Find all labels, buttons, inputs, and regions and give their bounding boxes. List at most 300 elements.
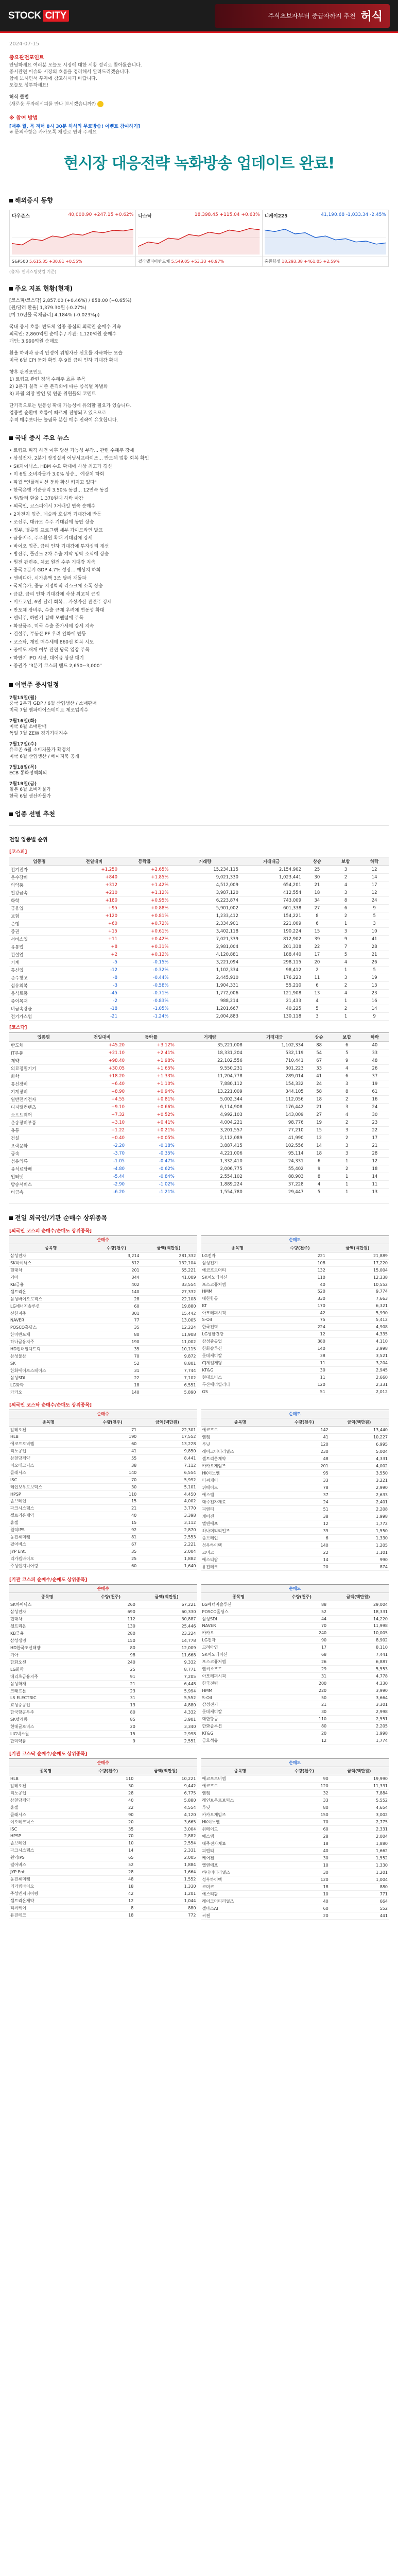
table-row[interactable] [9,1563,197,1570]
table-cell: 10,115 [141,1346,197,1353]
table-row[interactable] [9,1165,389,1173]
table-cell: 6 [303,920,332,927]
table-row[interactable] [9,1338,197,1346]
table-row[interactable] [201,1891,389,1898]
summary-line: 외국인: 2,860억원 순매수 / 기관: 1,120억원 순매수 [9,331,117,337]
table-row[interactable] [201,1541,389,1549]
table-cell: 4 [332,881,360,889]
table-row[interactable] [9,881,389,889]
table-row[interactable] [9,1534,197,1541]
table-row[interactable] [9,1541,197,1548]
table-row[interactable] [9,1126,389,1134]
table-row[interactable] [9,1861,197,1869]
table-cell: 4,778 [327,1673,389,1680]
column-header: 금액(백만원) [330,1767,389,1775]
table-row[interactable] [9,1310,197,1317]
table-row[interactable] [9,1897,197,1904]
table-row[interactable] [9,1498,197,1505]
table-row[interactable] [9,1608,197,1615]
stock-name: HK이노엔 [201,1469,280,1477]
table-row[interactable] [201,1775,389,1783]
table-cell: 140 [279,1541,329,1549]
table-row[interactable] [201,1534,389,1541]
table-row[interactable] [201,1281,389,1288]
table-row[interactable] [201,1622,389,1630]
table-cell: 2 [332,981,360,989]
table-row[interactable] [9,1088,389,1095]
table-row[interactable] [9,997,389,1005]
news-item[interactable]: • 2차전지 업종, 테슬라 호실적 기대감에 반등 [9,512,101,517]
table-row[interactable] [9,1331,197,1338]
table-row[interactable] [9,1673,197,1680]
table-row[interactable] [9,1716,197,1723]
table-cell: 14 [305,1142,333,1149]
column-header: 종목명 [201,1592,276,1601]
table-row[interactable] [9,1064,389,1072]
table-cell: +6.40 [78,1080,126,1088]
table-row[interactable] [201,1549,389,1556]
table-row[interactable] [201,1630,389,1637]
table-row[interactable] [9,981,389,989]
table-cell: 2,005 [134,1854,197,1861]
table-row[interactable] [201,1316,389,1324]
table-row[interactable] [9,1811,197,1818]
table-row[interactable] [201,1360,389,1367]
market-card[interactable] [10,210,136,257]
news-item[interactable]: • 국제유가, 중동 지정학적 리스크에 소폭 상승 [9,584,103,589]
table-row[interactable] [9,1324,197,1331]
table-row[interactable] [201,1455,389,1462]
table-row[interactable] [9,1731,197,1738]
news-item[interactable]: • 한국은행 기준금리 3.50% 동결... 12연속 동결 [9,488,109,493]
news-item[interactable]: • 바이오 업종, 금리 인하 기대감에 투자심리 개선 [9,544,109,549]
table-row[interactable] [9,1847,197,1854]
table-cell: 1,664 [134,1869,197,1876]
table-row[interactable] [201,1855,389,1862]
table-cell: +2.41% [126,1049,176,1057]
table-cell: 60 [279,1826,329,1833]
table-row[interactable] [9,1854,197,1861]
table-row[interactable] [9,1149,389,1157]
table-row[interactable] [9,1173,389,1180]
news-item[interactable]: • 미 6월 소비자물가 3.0% 상승... 예상치 하회 [9,472,105,477]
table-row[interactable] [201,1338,389,1345]
table-row[interactable] [201,1811,389,1819]
table-row[interactable] [9,1548,197,1555]
table-row[interactable] [201,1556,389,1563]
table-row[interactable] [9,1111,389,1118]
table-cell: 95 [279,1469,329,1477]
table-cell: 11 [273,1360,326,1367]
table-row[interactable] [9,1869,197,1876]
table-cell: 18 [279,1884,329,1891]
table-cell: 2,334,901 [170,920,240,927]
table-cell: 60 [279,1905,329,1912]
table-row[interactable] [201,1527,389,1534]
table-row[interactable] [201,1331,389,1338]
table-cell: 38 [279,1513,329,1520]
table-row[interactable] [201,1694,389,1701]
table-row[interactable] [201,1658,389,1666]
table-row[interactable] [9,912,389,920]
table-row[interactable] [9,904,389,912]
table-row[interactable] [9,1738,197,1745]
table-row[interactable] [9,1789,197,1797]
table-row[interactable] [201,1302,389,1310]
table-row[interactable] [9,896,389,904]
table-cell: 3 [332,927,360,935]
table-row[interactable] [9,1259,197,1266]
table-row[interactable] [201,1367,389,1374]
table-row[interactable] [201,1274,389,1281]
table-row[interactable] [9,1188,389,1196]
table-row[interactable] [9,1353,197,1360]
market-card[interactable] [263,210,388,257]
table-row[interactable] [201,1477,389,1484]
stock-name: KT [201,1302,274,1310]
table-cell: +0.72% [119,920,170,927]
news-item[interactable]: • 비트코인, 6만 달러 회복... 가상자산 관련주 강세 [9,600,112,605]
table-row[interactable] [201,1440,389,1448]
news-item[interactable]: • 금값, 금리 인하 기대감에 사상 최고치 근접 [9,591,100,597]
table-row[interactable] [201,1259,389,1266]
spacer [9,398,389,403]
table-cell: 2,554,102 [176,1173,244,1180]
table-row[interactable] [9,889,389,896]
table-cell: 13,221,009 [176,1088,244,1095]
table-row[interactable] [201,1797,389,1804]
table-cell: 3 [332,974,360,981]
table-row[interactable] [9,1281,197,1288]
table-row[interactable] [9,1709,197,1716]
table-cell: 601,338 [240,904,303,912]
table-row[interactable] [201,1840,389,1848]
news-item[interactable]: • 외국인, 코스피에서 7거래일 연속 순매수 [9,504,96,509]
table-row[interactable] [9,1180,389,1188]
table-row[interactable] [9,1883,197,1890]
table-row[interactable] [201,1252,389,1259]
table-row[interactable] [9,958,389,966]
table-cell: 24 [279,1498,329,1505]
table-cell: 5 [303,1005,332,1012]
news-item[interactable]: • 엔비디아, 시가총액 3조 달러 재돌파 [9,575,86,581]
news-item[interactable]: • 원/달러 환율 1,370원대 하락 마감 [9,496,84,501]
table-row[interactable] [9,1483,197,1490]
table-row[interactable] [9,1381,197,1388]
column-header: 업종명 [9,1032,78,1041]
table-row[interactable] [9,1644,197,1651]
stock-name: 원익IPS [9,1854,82,1861]
table-row[interactable] [201,1484,389,1491]
table-cell: 4,330 [327,1680,389,1687]
table-row[interactable] [201,1644,389,1651]
table-row[interactable] [201,1288,389,1295]
stock-name: 리노공업 [9,1448,88,1455]
table-row[interactable] [201,1673,389,1680]
table-row[interactable] [201,1898,389,1905]
table-row[interactable] [9,873,389,881]
table-row[interactable] [9,1469,197,1477]
table-row[interactable] [9,1687,197,1694]
table-row[interactable] [201,1615,389,1622]
event-link[interactable]: [매주 월, 목 저녁 8시 30분 허식의 무료방송! 이벤트 참여하기] [9,124,141,129]
table-row[interactable] [9,1367,197,1374]
table-row[interactable] [9,1455,197,1462]
site-logo[interactable] [8,10,69,22]
table-row[interactable] [9,1346,197,1353]
market-summary-cell [263,257,388,266]
table-row[interactable] [9,1134,389,1142]
table-row[interactable] [9,951,389,958]
sector-name: 철강금속 [9,889,70,896]
table-cell: 110 [82,1775,134,1783]
table-cell: 1 [333,1188,361,1196]
table-row[interactable] [201,1295,389,1302]
table-row[interactable] [201,1309,389,1316]
table-cell: 33 [279,1477,329,1484]
table-row[interactable] [201,1505,389,1513]
stock-name: 한미반도체 [9,1331,93,1338]
table-cell: 2,004 [137,1548,197,1555]
table-row[interactable] [9,1360,197,1367]
table-row[interactable] [9,1702,197,1709]
table-row[interactable] [9,935,389,943]
table-row[interactable] [201,1730,389,1737]
table-row[interactable] [9,1462,197,1469]
table-row[interactable] [9,1797,197,1804]
table-row[interactable] [9,1374,197,1381]
table-cell: 11 [273,1374,326,1381]
news-item[interactable]: • 트럼프 피격 사건 이후 당선 가능성 부각... 관련 수혜주 강세 [9,448,134,453]
schedule-title-text: 이번주 증시일정 [15,681,59,688]
table-row[interactable] [201,1388,389,1395]
table-row[interactable] [9,1825,197,1833]
table-row[interactable] [9,1005,389,1012]
news-item[interactable]: • 공매도 재개 여부 관련 당국 입장 주목 [9,648,90,653]
news-item[interactable]: • 하반기 IPO 시장, 대어급 상장 대기 [9,655,84,661]
table-row[interactable] [201,1884,389,1891]
table-row[interactable] [201,1869,389,1876]
table-row[interactable] [9,1904,197,1911]
market-change: +247.15 [93,212,114,217]
table-row[interactable] [9,1477,197,1484]
news-item[interactable]: • 금융지주, 주주환원 확대 기대감에 강세 [9,536,93,541]
news-item[interactable]: • 반도체 장비주, 수출 규제 우려에 변동성 확대 [9,607,105,613]
table-row[interactable] [9,1041,389,1049]
table-row[interactable] [201,1491,389,1498]
news-item[interactable]: • 화장품주, 미국 수출 증가세에 강세 지속 [9,623,94,629]
table-row[interactable] [201,1324,389,1331]
table-row[interactable] [201,1374,389,1381]
table-row[interactable] [201,1426,389,1433]
table-row[interactable] [201,1876,389,1884]
news-item[interactable]: • 원전 관련주, 체코 원전 수주 기대감 지속 [9,560,96,565]
table-row[interactable] [201,1637,389,1644]
table-row[interactable] [9,1274,197,1281]
table-row[interactable] [9,1637,197,1644]
table-cell: 140 [273,1345,326,1352]
table-row[interactable] [9,1426,197,1433]
table-row[interactable] [201,1498,389,1505]
table-cell: +1.12% [119,889,170,896]
table-row[interactable] [9,1890,197,1897]
table-row[interactable] [201,1563,389,1570]
news-item[interactable]: • 삼성전자, 2분기 잠정실적 어닝서프라이즈... 반도체 업황 회복 확인 [9,456,149,461]
table-row[interactable] [9,1818,197,1825]
news-item[interactable]: • 중국 2분기 GDP 4.7% 성장... 예상치 하회 [9,568,101,573]
table-row[interactable] [9,943,389,951]
news-item[interactable]: • 파월 "인플레이션 둔화 확신 커지고 있다" [9,480,97,485]
table-cell: 2,445,910 [170,974,240,981]
table-row[interactable] [201,1819,389,1826]
table-row[interactable] [9,1840,197,1847]
table-row[interactable] [201,1826,389,1833]
table-row[interactable] [201,1783,389,1790]
table-row[interactable] [201,1737,389,1744]
table-row[interactable] [9,1666,197,1673]
table-row[interactable] [9,1288,197,1295]
table-row[interactable] [201,1520,389,1527]
table-row[interactable] [9,1512,197,1519]
table-row[interactable] [201,1687,389,1694]
table-row[interactable] [9,1317,197,1324]
table-row[interactable] [9,1555,197,1563]
table-row[interactable] [9,1527,197,1534]
table-row[interactable] [201,1462,389,1469]
table-row[interactable] [9,1157,389,1165]
table-cell: 1,101 [330,1549,389,1556]
market-pct: +0.62% [115,212,134,217]
table-row[interactable] [201,1266,389,1274]
table-row[interactable] [9,1012,389,1020]
table-row[interactable] [9,927,389,935]
table-row[interactable] [9,1302,197,1310]
market-card[interactable] [136,210,262,257]
table-row[interactable] [9,1388,197,1396]
table-row[interactable] [9,1804,197,1811]
table-cell: 7,880,112 [176,1080,244,1088]
table-row[interactable] [201,1666,389,1673]
table-row[interactable] [201,1833,389,1840]
news-item[interactable]: • 방산주, 폴란드 2차 수출 계약 임박 소식에 상승 [9,552,109,557]
table-cell: 52 [82,1861,134,1869]
table-row[interactable] [9,1448,197,1455]
table-row[interactable] [201,1804,389,1811]
table-row[interactable] [201,1905,389,1912]
table-row[interactable] [9,1103,389,1111]
table-row[interactable] [9,989,389,997]
table-row[interactable] [9,1615,197,1622]
table-row[interactable] [9,1775,197,1783]
table-row[interactable] [9,1601,197,1608]
table-row[interactable] [9,1911,197,1919]
table-row[interactable] [9,1072,389,1080]
table-row[interactable] [9,974,389,981]
table-row[interactable] [9,1622,197,1630]
table-cell: 38 [273,1352,326,1360]
table-row[interactable] [201,1862,389,1869]
table-row[interactable] [201,1912,389,1920]
table-row[interactable] [9,1694,197,1702]
news-item[interactable]: • 엔터주, 하반기 컴백 모멘텀에 주목 [9,616,84,621]
table-row[interactable] [9,966,389,974]
table-row[interactable] [9,1875,197,1883]
table-row[interactable] [9,1782,197,1789]
table-row[interactable] [201,1651,389,1658]
table-row[interactable] [201,1601,389,1608]
news-item[interactable]: • 조선주, 대규모 수주 기대감에 동반 상승 [9,520,94,525]
table-row[interactable] [201,1790,389,1797]
market-title-text: 해외증시 동향 [15,196,53,204]
ranking-subsection-title [9,835,389,843]
stock-name: LIG넥스원 [9,1731,85,1738]
table-row[interactable] [9,1519,197,1527]
news-item[interactable]: • SK하이닉스, HBM 수요 확대에 사상 최고가 경신 [9,464,112,469]
news-item[interactable]: • 정부, 밸류업 프로그램 세부 가이드라인 발표 [9,528,103,533]
table-row[interactable] [201,1680,389,1687]
table-row[interactable] [9,920,389,927]
table-row[interactable] [9,1295,197,1302]
table-row[interactable] [9,1680,197,1687]
table-row[interactable] [201,1381,389,1388]
table-row[interactable] [201,1608,389,1615]
table-row[interactable] [9,1118,389,1126]
table-row[interactable] [9,1833,197,1840]
table-row[interactable] [9,1723,197,1731]
table-row[interactable] [9,1630,197,1637]
news-item[interactable]: • 증권가 "3분기 코스피 밴드 2,650~3,000" [9,664,102,669]
market-value-group [321,212,386,219]
table-row[interactable] [201,1448,389,1455]
table-cell: 21,433 [240,997,303,1005]
table-row[interactable] [9,1252,197,1259]
table-row[interactable] [201,1723,389,1730]
table-row[interactable] [9,866,389,873]
table-row[interactable] [201,1345,389,1352]
table-row[interactable] [201,1701,389,1708]
smile-icon [97,101,103,107]
table-row[interactable] [9,1095,389,1103]
table-cell: 132,104 [141,1259,197,1266]
table-row[interactable] [201,1513,389,1520]
table-row[interactable] [9,1142,389,1149]
stock-name: 고려아연 [201,1644,276,1651]
table-row[interactable] [201,1848,389,1855]
table-row[interactable] [201,1716,389,1723]
table-row[interactable] [9,1049,389,1057]
news-item[interactable]: • 코스닥, 개인 매수세에 860선 회복 시도 [9,639,94,645]
promo-banner[interactable] [215,4,390,28]
trading-block-title-text: [기관 코스닥 순매수/순매도 상위종목] [9,1752,88,1757]
table-row[interactable] [9,1658,197,1666]
table-row[interactable] [9,1433,197,1440]
table-row[interactable] [9,1057,389,1064]
table-row[interactable] [201,1433,389,1440]
table-row[interactable] [201,1469,389,1477]
table-row[interactable] [9,1505,197,1512]
news-item[interactable]: • 건설주, 부동산 PF 우려 완화에 반등 [9,632,86,637]
table-row[interactable] [9,1490,197,1498]
table-row[interactable] [9,1651,197,1658]
table-row[interactable] [9,1440,197,1448]
table-cell: 812,902 [240,935,303,943]
table-cell: 98,776 [244,1118,305,1126]
table-row[interactable] [201,1352,389,1360]
table-row[interactable] [9,1080,389,1088]
table-cell: 29,447 [244,1188,305,1196]
table-row[interactable] [9,1266,197,1274]
table-row[interactable] [201,1708,389,1716]
